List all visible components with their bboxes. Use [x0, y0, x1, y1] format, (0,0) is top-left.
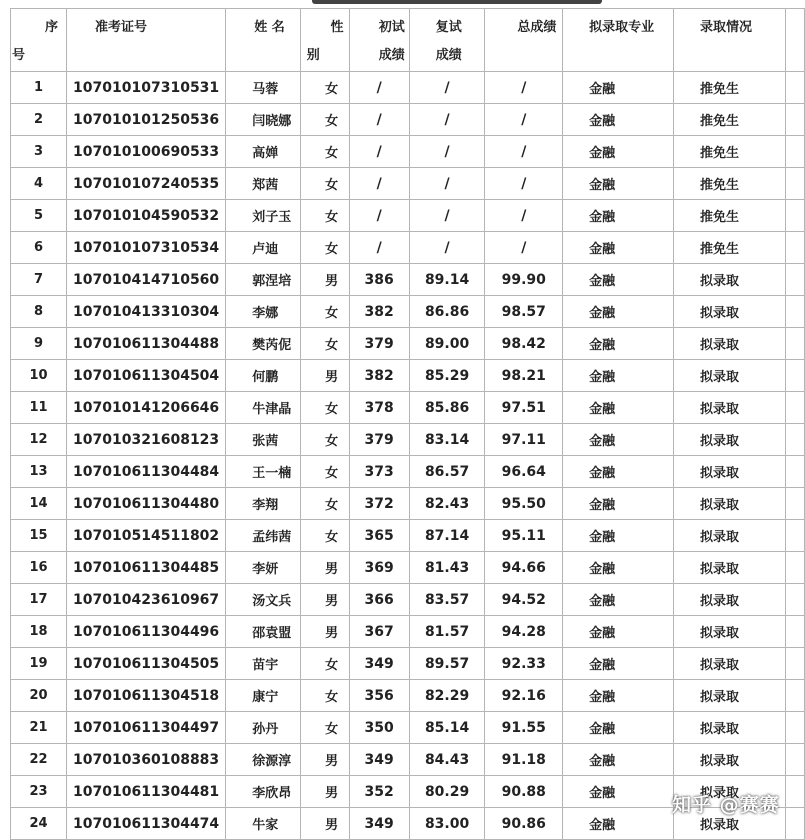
total-score-cell: 92.16 — [485, 680, 563, 712]
prelim-score-cell: 382 — [349, 360, 409, 392]
sex-cell: 女 — [300, 712, 349, 744]
retest-score-cell: 81.57 — [409, 616, 485, 648]
prelim-score-cell: 379 — [349, 424, 409, 456]
retest-score-cell: 89.57 — [409, 648, 485, 680]
name-cell: 刘子玉 — [226, 200, 300, 232]
status-cell: 拟录取 — [673, 456, 785, 488]
prelim-score-cell: / — [349, 200, 409, 232]
name-cell: 孙丹 — [226, 712, 300, 744]
exam-id-cell: 107010611304474 — [66, 808, 225, 840]
total-score-cell: / — [485, 72, 563, 104]
seq-cell: 3 — [11, 136, 67, 168]
major-cell: 金融 — [563, 648, 674, 680]
exam-id-cell: 107010107240535 — [66, 168, 225, 200]
table-header-row — [11, 9, 805, 72]
extra-cell — [785, 552, 804, 584]
exam-id-cell: 107010100690533 — [66, 136, 225, 168]
name-cell: 苗宇 — [226, 648, 300, 680]
total-score-cell: 91.55 — [485, 712, 563, 744]
prelim-score-cell: / — [349, 72, 409, 104]
seq-cell: 6 — [11, 232, 67, 264]
major-cell: 金融 — [563, 104, 674, 136]
name-cell: 李娜 — [226, 296, 300, 328]
prelim-score-cell: 379 — [349, 328, 409, 360]
total-score-cell: / — [485, 232, 563, 264]
sex-cell: 男 — [300, 744, 349, 776]
seq-cell: 5 — [11, 200, 67, 232]
seq-cell: 1 — [11, 72, 67, 104]
table-row — [11, 584, 805, 616]
status-cell: 推免生 — [673, 72, 785, 104]
status-cell: 拟录取 — [673, 264, 785, 296]
status-cell: 拟录取 — [673, 680, 785, 712]
seq-cell: 23 — [11, 776, 67, 808]
table-row — [11, 328, 805, 360]
sex-cell: 女 — [300, 136, 349, 168]
retest-score-cell: 86.57 — [409, 456, 485, 488]
status-cell: 拟录取 — [673, 744, 785, 776]
prelim-score-cell: / — [349, 136, 409, 168]
prelim-score-cell: 369 — [349, 552, 409, 584]
seq-cell: 19 — [11, 648, 67, 680]
seq-cell: 22 — [11, 744, 67, 776]
exam-id-cell: 107010611304505 — [66, 648, 225, 680]
name-cell: 牛家 — [226, 808, 300, 840]
status-cell: 推免生 — [673, 232, 785, 264]
status-cell: 推免生 — [673, 168, 785, 200]
sex-cell: 男 — [300, 616, 349, 648]
header-status: 录取情况 — [673, 9, 785, 72]
sex-cell: 女 — [300, 296, 349, 328]
header-retest — [409, 9, 485, 72]
status-cell: 拟录取 — [673, 520, 785, 552]
extra-cell — [785, 72, 804, 104]
extra-cell — [785, 488, 804, 520]
table-row — [11, 136, 805, 168]
header-seq-line1: 序 — [44, 20, 58, 35]
seq-cell: 10 — [11, 360, 67, 392]
header-total: 总成绩 — [485, 9, 563, 72]
seq-cell: 4 — [11, 168, 67, 200]
major-cell: 金融 — [563, 808, 674, 840]
major-cell: 金融 — [563, 264, 674, 296]
major-cell: 金融 — [563, 712, 674, 744]
sex-cell: 女 — [300, 328, 349, 360]
sex-cell: 女 — [300, 104, 349, 136]
extra-cell — [785, 104, 804, 136]
total-score-cell: 95.50 — [485, 488, 563, 520]
exam-id-cell: 107010611304518 — [66, 680, 225, 712]
prelim-score-cell: 378 — [349, 392, 409, 424]
status-cell: 拟录取 — [673, 296, 785, 328]
table-row — [11, 712, 805, 744]
retest-score-cell: / — [409, 200, 485, 232]
name-cell: 李妍 — [226, 552, 300, 584]
retest-score-cell: 80.29 — [409, 776, 485, 808]
status-cell: 推免生 — [673, 200, 785, 232]
retest-score-cell: 83.57 — [409, 584, 485, 616]
name-cell: 闫晓娜 — [226, 104, 300, 136]
prelim-score-cell: 367 — [349, 616, 409, 648]
major-cell: 金融 — [563, 392, 674, 424]
seq-cell: 2 — [11, 104, 67, 136]
sex-cell: 女 — [300, 424, 349, 456]
major-cell: 金融 — [563, 360, 674, 392]
status-cell: 拟录取 — [673, 712, 785, 744]
extra-cell — [785, 360, 804, 392]
name-cell: 高婵 — [226, 136, 300, 168]
exam-id-cell: 107010107310534 — [66, 232, 225, 264]
prelim-score-cell: 365 — [349, 520, 409, 552]
retest-score-cell: 85.29 — [409, 360, 485, 392]
major-cell: 金融 — [563, 552, 674, 584]
table-row — [11, 552, 805, 584]
exam-id-cell: 107010104590532 — [66, 200, 225, 232]
table-row — [11, 200, 805, 232]
retest-score-cell: / — [409, 168, 485, 200]
extra-cell — [785, 392, 804, 424]
major-cell: 金融 — [563, 744, 674, 776]
status-cell: 拟录取 — [673, 424, 785, 456]
retest-score-cell: 89.14 — [409, 264, 485, 296]
table-row — [11, 680, 805, 712]
prelim-score-cell: 349 — [349, 648, 409, 680]
sex-cell: 女 — [300, 648, 349, 680]
extra-cell — [785, 712, 804, 744]
sex-cell: 男 — [300, 264, 349, 296]
seq-cell: 18 — [11, 616, 67, 648]
table-row — [11, 168, 805, 200]
extra-cell — [785, 232, 804, 264]
retest-score-cell: 85.86 — [409, 392, 485, 424]
header-seq — [11, 9, 67, 72]
name-cell: 李欣昂 — [226, 776, 300, 808]
header-prelim — [349, 9, 409, 72]
major-cell: 金融 — [563, 488, 674, 520]
extra-cell — [785, 616, 804, 648]
total-score-cell: / — [485, 168, 563, 200]
name-cell: 李翔 — [226, 488, 300, 520]
extra-cell — [785, 200, 804, 232]
total-score-cell: / — [485, 104, 563, 136]
sex-cell: 男 — [300, 360, 349, 392]
exam-id-cell: 107010101250536 — [66, 104, 225, 136]
header-major: 拟录取专业 — [563, 9, 674, 72]
status-cell: 推免生 — [673, 104, 785, 136]
total-score-cell: / — [485, 136, 563, 168]
exam-id-cell: 107010360108883 — [66, 744, 225, 776]
sex-cell: 男 — [300, 808, 349, 840]
major-cell: 金融 — [563, 232, 674, 264]
total-score-cell: 98.42 — [485, 328, 563, 360]
status-cell: 拟录取 — [673, 616, 785, 648]
retest-score-cell: 82.29 — [409, 680, 485, 712]
exam-id-cell: 107010611304485 — [66, 552, 225, 584]
table-row — [11, 456, 805, 488]
sex-cell: 女 — [300, 520, 349, 552]
major-cell: 金融 — [563, 456, 674, 488]
name-cell: 康宁 — [226, 680, 300, 712]
extra-cell — [785, 168, 804, 200]
header-prelim-line1: 初试 — [378, 20, 405, 35]
name-cell: 郭涅培 — [226, 264, 300, 296]
total-score-cell: 98.57 — [485, 296, 563, 328]
exam-id-cell: 107010107310531 — [66, 72, 225, 104]
retest-score-cell: 85.14 — [409, 712, 485, 744]
status-cell: 拟录取 — [673, 584, 785, 616]
exam-id-cell: 107010611304481 — [66, 776, 225, 808]
prelim-score-cell: 373 — [349, 456, 409, 488]
prelim-score-cell: 352 — [349, 776, 409, 808]
header-extra — [785, 9, 804, 72]
total-score-cell: 99.90 — [485, 264, 563, 296]
prelim-score-cell: 349 — [349, 808, 409, 840]
sex-cell: 女 — [300, 72, 349, 104]
table-row — [11, 360, 805, 392]
total-score-cell: 92.33 — [485, 648, 563, 680]
extra-cell — [785, 136, 804, 168]
exam-id-cell: 107010423610967 — [66, 584, 225, 616]
name-cell: 孟纬茜 — [226, 520, 300, 552]
table-row — [11, 488, 805, 520]
status-cell: 拟录取 — [673, 328, 785, 360]
major-cell: 金融 — [563, 520, 674, 552]
exam-id-cell: 107010321608123 — [66, 424, 225, 456]
total-score-cell: 94.52 — [485, 584, 563, 616]
header-exam-id: 准考证号 — [66, 9, 225, 72]
total-score-cell: 97.51 — [485, 392, 563, 424]
retest-score-cell: / — [409, 136, 485, 168]
exam-id-cell: 107010611304497 — [66, 712, 225, 744]
total-score-cell: 97.11 — [485, 424, 563, 456]
extra-cell — [785, 744, 804, 776]
extra-cell — [785, 424, 804, 456]
retest-score-cell: 84.43 — [409, 744, 485, 776]
major-cell: 金融 — [563, 424, 674, 456]
table-row — [11, 264, 805, 296]
seq-cell: 11 — [11, 392, 67, 424]
extra-cell — [785, 520, 804, 552]
major-cell: 金融 — [563, 680, 674, 712]
header-sex-line2: 别 — [306, 48, 320, 63]
exam-id-cell: 107010611304504 — [66, 360, 225, 392]
major-cell: 金融 — [563, 296, 674, 328]
status-cell: 拟录取 — [673, 360, 785, 392]
prelim-score-cell: / — [349, 168, 409, 200]
extra-cell — [785, 680, 804, 712]
retest-score-cell: / — [409, 72, 485, 104]
admission-table — [10, 8, 805, 840]
sex-cell: 女 — [300, 168, 349, 200]
total-score-cell: 90.86 — [485, 808, 563, 840]
header-prelim-line2: 成绩 — [378, 48, 405, 63]
extra-cell — [785, 264, 804, 296]
extra-cell — [785, 776, 804, 808]
sex-cell: 男 — [300, 776, 349, 808]
table-row — [11, 104, 805, 136]
seq-cell: 21 — [11, 712, 67, 744]
extra-cell — [785, 296, 804, 328]
sex-cell: 男 — [300, 584, 349, 616]
prelim-score-cell: 350 — [349, 712, 409, 744]
sex-cell: 女 — [300, 392, 349, 424]
retest-score-cell: 81.43 — [409, 552, 485, 584]
table-row — [11, 232, 805, 264]
total-score-cell: 90.88 — [485, 776, 563, 808]
major-cell: 金融 — [563, 200, 674, 232]
seq-cell: 13 — [11, 456, 67, 488]
name-cell: 何鹏 — [226, 360, 300, 392]
extra-cell — [785, 328, 804, 360]
table-row — [11, 424, 805, 456]
extra-cell — [785, 456, 804, 488]
major-cell: 金融 — [563, 776, 674, 808]
retest-score-cell: / — [409, 232, 485, 264]
major-cell: 金融 — [563, 136, 674, 168]
watermark-handle: @赛赛 — [719, 794, 780, 816]
exam-id-cell: 107010611304484 — [66, 456, 225, 488]
exam-id-cell: 107010413310304 — [66, 296, 225, 328]
seq-cell: 8 — [11, 296, 67, 328]
total-score-cell: 91.18 — [485, 744, 563, 776]
prelim-score-cell: 386 — [349, 264, 409, 296]
retest-score-cell: 86.86 — [409, 296, 485, 328]
seq-cell: 7 — [11, 264, 67, 296]
header-name: 姓 名 — [226, 9, 300, 72]
major-cell: 金融 — [563, 168, 674, 200]
header-sex-line1: 性 — [330, 20, 344, 35]
status-cell: 拟录取 — [673, 776, 785, 808]
header-seq-line2: 号 — [12, 48, 26, 63]
table-row — [11, 744, 805, 776]
seq-cell: 17 — [11, 584, 67, 616]
retest-score-cell: 83.00 — [409, 808, 485, 840]
table-body — [11, 72, 805, 840]
total-score-cell: 94.28 — [485, 616, 563, 648]
seq-cell: 16 — [11, 552, 67, 584]
extra-cell — [785, 808, 804, 840]
retest-score-cell: 89.00 — [409, 328, 485, 360]
total-score-cell: 98.21 — [485, 360, 563, 392]
seq-cell: 24 — [11, 808, 67, 840]
name-cell: 张茜 — [226, 424, 300, 456]
prelim-score-cell: 349 — [349, 744, 409, 776]
total-score-cell: 94.66 — [485, 552, 563, 584]
name-cell: 徐源淳 — [226, 744, 300, 776]
prelim-score-cell: / — [349, 104, 409, 136]
table-row — [11, 648, 805, 680]
exam-id-cell: 107010611304488 — [66, 328, 225, 360]
exam-id-cell: 107010141206646 — [66, 392, 225, 424]
name-cell: 郑茜 — [226, 168, 300, 200]
sex-cell: 女 — [300, 200, 349, 232]
name-cell: 卢迪 — [226, 232, 300, 264]
prelim-score-cell: 366 — [349, 584, 409, 616]
exam-id-cell: 107010611304480 — [66, 488, 225, 520]
seq-cell: 20 — [11, 680, 67, 712]
header-sex — [300, 9, 349, 72]
major-cell: 金融 — [563, 72, 674, 104]
sex-cell: 女 — [300, 232, 349, 264]
name-cell: 王一楠 — [226, 456, 300, 488]
total-score-cell: / — [485, 200, 563, 232]
prelim-score-cell: 356 — [349, 680, 409, 712]
status-cell: 拟录取 — [673, 488, 785, 520]
exam-id-cell: 107010514511802 — [66, 520, 225, 552]
sex-cell: 女 — [300, 680, 349, 712]
status-cell: 推免生 — [673, 136, 785, 168]
sex-cell: 女 — [300, 456, 349, 488]
retest-score-cell: / — [409, 104, 485, 136]
exam-id-cell: 107010414710560 — [66, 264, 225, 296]
seq-cell: 15 — [11, 520, 67, 552]
zhihu-watermark — [672, 790, 780, 817]
name-cell: 邵袁盟 — [226, 616, 300, 648]
header-retest-line2: 成绩 — [435, 48, 462, 63]
zhihu-logo: 知乎 — [672, 794, 713, 816]
retest-score-cell: 82.43 — [409, 488, 485, 520]
table-row — [11, 392, 805, 424]
major-cell: 金融 — [563, 328, 674, 360]
retest-score-cell: 87.14 — [409, 520, 485, 552]
table-row — [11, 616, 805, 648]
sex-cell: 女 — [300, 488, 349, 520]
seq-cell: 14 — [11, 488, 67, 520]
major-cell: 金融 — [563, 616, 674, 648]
status-cell: 拟录取 — [673, 552, 785, 584]
sex-cell: 男 — [300, 552, 349, 584]
major-cell: 金融 — [563, 584, 674, 616]
extra-cell — [785, 584, 804, 616]
status-cell: 拟录取 — [673, 392, 785, 424]
status-cell: 拟录取 — [673, 648, 785, 680]
seq-cell: 12 — [11, 424, 67, 456]
table-row — [11, 520, 805, 552]
retest-score-cell: 83.14 — [409, 424, 485, 456]
table-row — [11, 296, 805, 328]
table-row — [11, 72, 805, 104]
header-retest-line1: 复试 — [435, 20, 462, 35]
total-score-cell: 96.64 — [485, 456, 563, 488]
name-cell: 马蓉 — [226, 72, 300, 104]
name-cell: 汤文兵 — [226, 584, 300, 616]
name-cell: 牛津晶 — [226, 392, 300, 424]
prelim-score-cell: / — [349, 232, 409, 264]
extra-cell — [785, 648, 804, 680]
status-cell: 拟录取 — [673, 808, 785, 840]
seq-cell: 9 — [11, 328, 67, 360]
prelim-score-cell: 372 — [349, 488, 409, 520]
prelim-score-cell: 382 — [349, 296, 409, 328]
total-score-cell: 95.11 — [485, 520, 563, 552]
name-cell: 樊芮伲 — [226, 328, 300, 360]
exam-id-cell: 107010611304496 — [66, 616, 225, 648]
